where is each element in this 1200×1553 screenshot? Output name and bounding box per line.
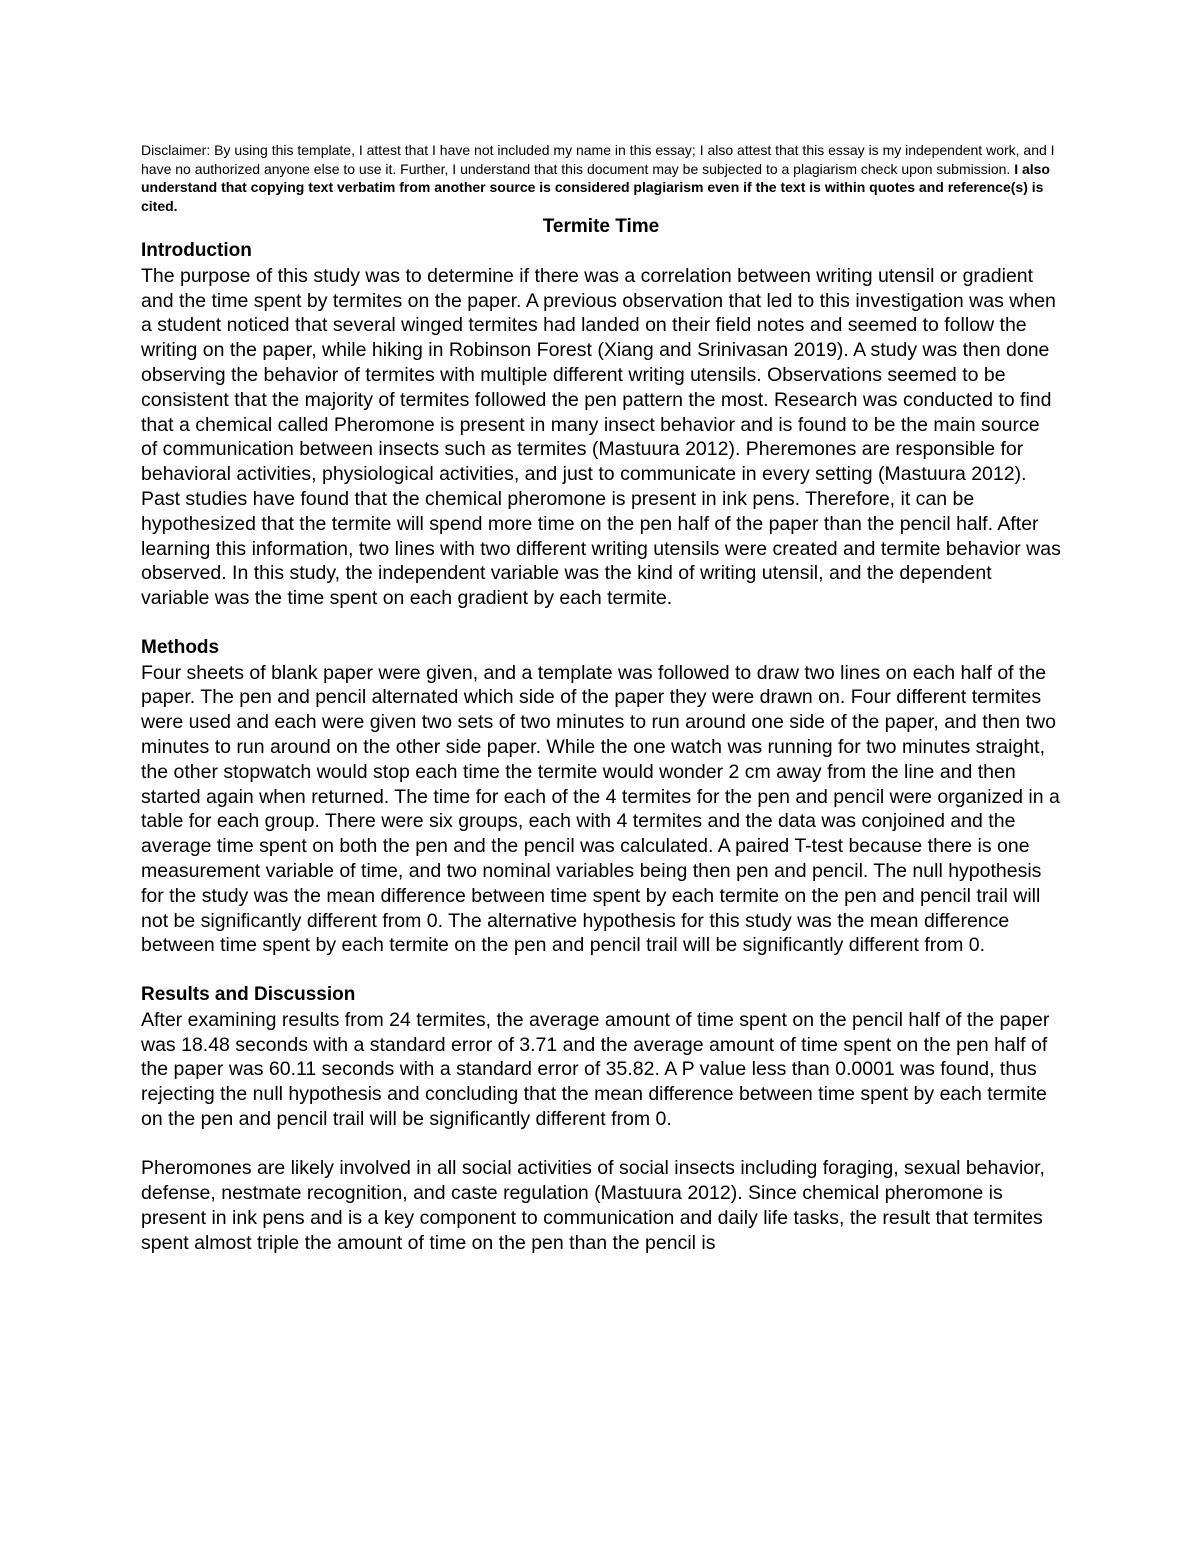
section-spacer <box>141 958 1061 983</box>
results-heading: Results and Discussion <box>141 983 356 1005</box>
section-spacer <box>141 611 1061 636</box>
document-title: Termite Time <box>542 216 660 237</box>
disclaimer <box>141 141 1061 215</box>
document-page <box>141 141 1061 1256</box>
methods-paragraph: Four sheets of blank paper were given, and a template was followed to draw two lines on each half of the paper. The pen and pencil alternated which side of the paper they were drawn on. Four different termites were used and each were given two sets of two minutes to run around one side of the paper, and then two minutes to run around on the other side paper. While the one watch was running for two minutes straight, the other stopwatch would stop each time the termite would wonder 2 cm away from the line and then started again when returned. The time for each of the 4 termites for the pen and pencil were organized in a table for each group. There were six groups, each with 4 termites and the data was conjoined and the average time spent on both the pen and the pencil was calculated. A paired T-test because there is one measurement variable of time, and two nominal variables being then pen and pencil. The null hypothesis for the study was the mean difference between time spent by each termite on the pen and pencil trail will not be significantly different from 0. The alternative hypothesis for this study was the mean difference between time spent by each termite on the pen and pencil trail will be significantly different from 0. <box>141 661 1060 957</box>
paragraph-spacer <box>141 1132 1061 1157</box>
results-paragraph: After examining results from 24 termites, the average amount of time spent on the pencil half of the paper was 18.48 seconds with a standard error of 3.71 and the average amount of time spent on the pen half of the paper was 60.11 seconds with a standard error of 35.82. A P value less than 0.0001 was found, thus rejecting the null hypothesis and concluding that the mean difference between time spent by each termite on the pen and pencil trail will be significantly different from 0. <box>141 1008 1050 1130</box>
introduction-heading: Introduction <box>141 240 252 261</box>
disclaimer-text: Disclaimer: By using this template, I attest that I have not included my name in this essay; I also attest that this essay is my independent work, and I have no authorized anyone else to use it. Further, I understand that this document may be subjected to a plagiarism check upon submission. <box>141 142 1055 177</box>
disclaimer-bold-text: I also understand that copying text verbatim from another source is considered plagiarism even if the text is within quotes and reference(s) is cited. <box>141 160 1050 214</box>
methods-heading: Methods <box>141 636 220 658</box>
introduction-paragraph: The purpose of this study was to determine if there was a correlation between writing utensil or gradient and the time spent by termites on the paper. A previous observation that led to this investigation was when a student noticed that several winged termites had landed on their field notes and seemed to follow the writing on the paper, while hiking in Robinson Forest (Xiang and Srinivasan 2019). A study was then done observing the behavior of termites with multiple different writing utensils. Observations seemed to be consistent that the majority of termites followed the pen pattern the most. Research was conducted to find that a chemical called Pheromone is present in many insect behavior and is found to be the main source of communication between insects such as termites (Mastuura 2012). Pheremones are responsible for behavioral activities, physiological activities, and just to communicate in every setting (Mastuura 2012). Past studies have found that the chemical pheromone is present in ink pens. Therefore, it can be hypothesized that the termite will spend more time on the pen half of the paper than the pencil half. After learning this information, two lines with two different writing utensils were created and termite behavior was observed. In this study, the independent variable was the kind of writing utensil, and the dependent variable was the time spent on each gradient by each termite. <box>141 264 1061 610</box>
discussion-paragraph: Pheromones are likely involved in all social activities of social insects including foraging, sexual behavior, defense, nestmate recognition, and caste regulation (Mastuura 2012). Since chemical pheromone is present in ink pens and is a key component to communication and daily life tasks, the result that termites spent almost triple the amount of time on the pen than the pencil is <box>141 1157 1045 1254</box>
